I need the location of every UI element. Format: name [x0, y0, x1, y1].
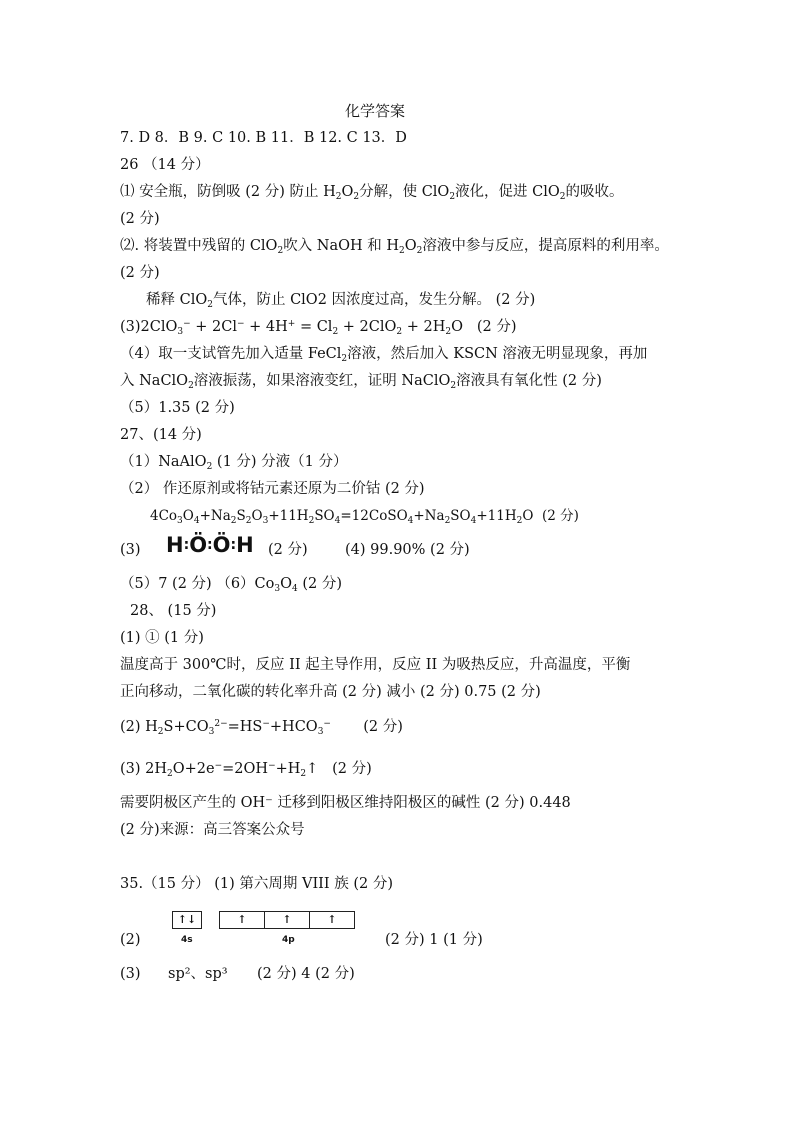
- orbital-4p-electron: ↑: [265, 912, 310, 928]
- q26-part2-line1: ⑵. 将装置中残留的 ClO$_2$吹入 NaOH 和 $H_2O_2$溶液中参与反应，提高原料的利用率。: [120, 238, 669, 256]
- q28-part1: (1) ① (1 分): [120, 630, 204, 646]
- q27-part1: （1）NaAlO$_2$ (1 分) 分液（1 分）: [120, 454, 348, 472]
- q27-part4: (4) 99.90% (2 分): [345, 542, 470, 558]
- orbital-label-4p: 4p: [282, 935, 295, 945]
- q35-part1: 35.（15 分） (1) 第六周期 VIII 族 (2 分): [120, 876, 394, 892]
- q27-part5-6: （5）7 (2 分) $(6)Co_3O_4$ (2 分): [120, 576, 342, 594]
- q27-part3-label: (3): [120, 542, 141, 558]
- page-title: 化学答案: [345, 102, 406, 120]
- q28-part3-score-source: (2 分)来源：高三答案公众号: [120, 822, 305, 838]
- q26-part4-line2: 入 NaClO$_2$溶液振荡，如果溶液变红，证明 NaClO$_2$溶液具有氧化性 (2 分): [120, 373, 602, 391]
- q26-part3-equation: $(3)2ClO_3^- + 2Cl^- + 4H^+ = Cl_2 + 2ClO_2 + 2H_2O$ (2 分): [120, 319, 517, 337]
- q26-part2-line2: 稀释 ClO$_2$气体，防止 ClO2 因浓度过高，发生分解。 (2 分): [146, 292, 536, 310]
- q26-part1-line1: ⑴ 安全瓶，防倒吸 (2 分) 防止 $H_2O_2$分解，使 ClO$_2$液化，促进 ClO$_2$的吸收。: [120, 184, 624, 202]
- orbital-box-4p: [219, 911, 355, 929]
- orbital-4p-electron: ↑: [327, 913, 337, 926]
- q26-part1-score: (2 分): [120, 211, 160, 227]
- q28-part3-explanation: 需要阴极区产生的 OH⁻ 迁移到阳极区维持阳极区的碱性 (2 分) 0.448: [120, 795, 571, 811]
- q28-header: 28、 (15 分): [130, 603, 217, 619]
- orbital-4p-electron: ↑: [220, 912, 265, 928]
- mc-answers: 7. D 8．B 9. C 10. B 11．B 12. C 13．D: [120, 130, 407, 146]
- q28-part1-explanation: 温度高于 300℃时，反应 II 起主导作用，反应 II 为吸热反应，升高温度，平衡: [120, 657, 631, 673]
- q35-part3-score: (2 分) 4 (2 分): [257, 966, 355, 982]
- q28-part2-equation: (2) $H_2S+CO_3^{2-}=HS^-+HCO_3^-$ (2 分): [120, 719, 403, 737]
- q35-part3-label: (3): [120, 966, 141, 982]
- q26-header: 26 （14 分）: [120, 157, 210, 173]
- q26-part5: （5）1.35 (2 分): [120, 400, 235, 416]
- q27-equation: $4Co_3O_4+Na_2S_2O_3+11H_2SO_4=12CoSO_4+Na_2SO_4+11H_2O$ (2 分): [150, 508, 579, 526]
- q26-part2-score: (2 分): [120, 265, 160, 281]
- q27-part3-score: (2 分): [268, 542, 308, 558]
- q27-header: 27、(14 分): [120, 427, 202, 443]
- q28-part1-explanation2: 正向移动，二氧化碳的转化率升高 (2 分) 减小 (2 分) 0.75 (2 分): [120, 684, 541, 700]
- q35-hybridization: sp²、sp³: [168, 966, 228, 982]
- orbital-label-4s: 4s: [181, 935, 193, 945]
- orbital-4s-electrons: ↑↓: [177, 913, 197, 926]
- q28-part3-equation: (3) $2H_2O+2e^-=2OH^-+H_2↑$ (2 分): [120, 761, 372, 779]
- q27-part2: （2） 作还原剂或将钴元素还原为二价钴 (2 分): [120, 481, 425, 497]
- q35-part2-label: (2): [120, 932, 141, 948]
- q26-part4-line1: （4）取一支试管先加入适量 FeCl$_2$溶液，然后加入 KSCN 溶液无明显现象，再加: [120, 346, 648, 364]
- orbital-box-4s: [172, 911, 202, 929]
- lewis-structure-h2o2: H:Ö:Ö:H: [166, 533, 254, 557]
- q35-part2-score: (2 分) 1 (1 分): [385, 932, 483, 948]
